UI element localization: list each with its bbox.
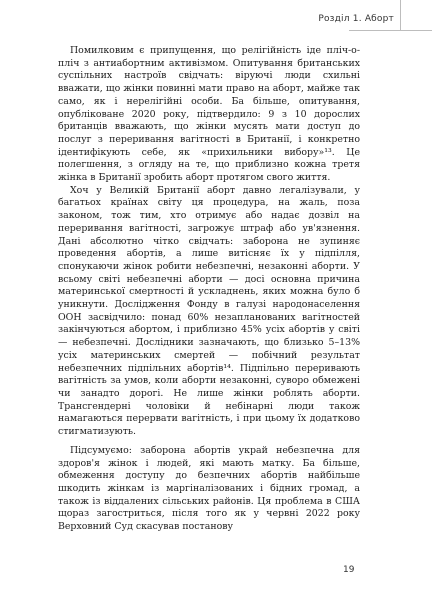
paragraph-2: Хоч у Великій Британії аборт давно легалізували, у багатьох країнах світу ця процедура, на жаль, поза законом, тож тим, хто отримує або надає дозвіл на переривання вагітності, загрожує штраф або ув'язнення. Дані абсолютно чітко свідчать: заборона не зупиняє проведення абортів, а лише витісняє їх у підпілля, спонукаючи жінок робити небезпечні, незаконні аборти. У всьому світі небезпечні аборти — досі основна причина материнської смертності й ускладнень, яких можна було б уникнути. Дослідження Фонду в галузі народонаселення ООН засвідчило: понад 60% незапланованих вагітностей закінчуються абортом, і приблизно 45% усіх абортів у світі — небезпечні. Дослідники зазначають, що близько 5–13% усіх материнських смертей — побічний результат небезпечних підпільних абортів¹⁴. Підпільно переривають вагітність за умов, коли аборти незаконні, суворо обмежені чи занадто дорогі. Не лише жінки роблять аборти. Трансгендерні чоловіки й небінарні люди також намагаються перервати вагітність, і при цьому їх додатково стигматизують. (58, 184, 360, 438)
paragraph-3: Підсумуємо: заборона абортів украй небезпечна для здоров'я жінок і людей, які мають матку. Ба більше, обмеження доступу до безпечних абортів найбільше шкодить жінкам із маргіналізованих і бідних громад, а також із віддалених сільських районів. Ця проблема в США щораз загостриться, після того як у червні 2022 року Верховний Суд скасував постанову (58, 444, 360, 533)
body-text (58, 45, 360, 534)
page-number: 19 (343, 565, 355, 575)
header-divider-horizontal (349, 30, 432, 31)
running-header: Розділ 1. Аборт (318, 14, 394, 24)
paragraph-1: Помилковим є припущення, що релігійність іде пліч-о-пліч з антиабортним активізмом. Опитування британських суспільних настроїв свідчать: віруючі люди схильні вважати, що жінки повинні мати право на аборт, майже так само, як і нерелігійні особи. Ба більше, опитування, опубліковане 2020 року, підтвердило: 9 з 10 дорослих британців вважають, що жінки мусять мати доступ до послуг з переривання вагітності в Британії, і конкретно ідентифікують себе, як «прихильники вибору»¹³. Це полегшення, з огляду на те, що приблизно кожна третя жінка в Британії зробить аборт протягом свого життя. (58, 45, 360, 184)
header-divider-vertical (400, 0, 401, 30)
